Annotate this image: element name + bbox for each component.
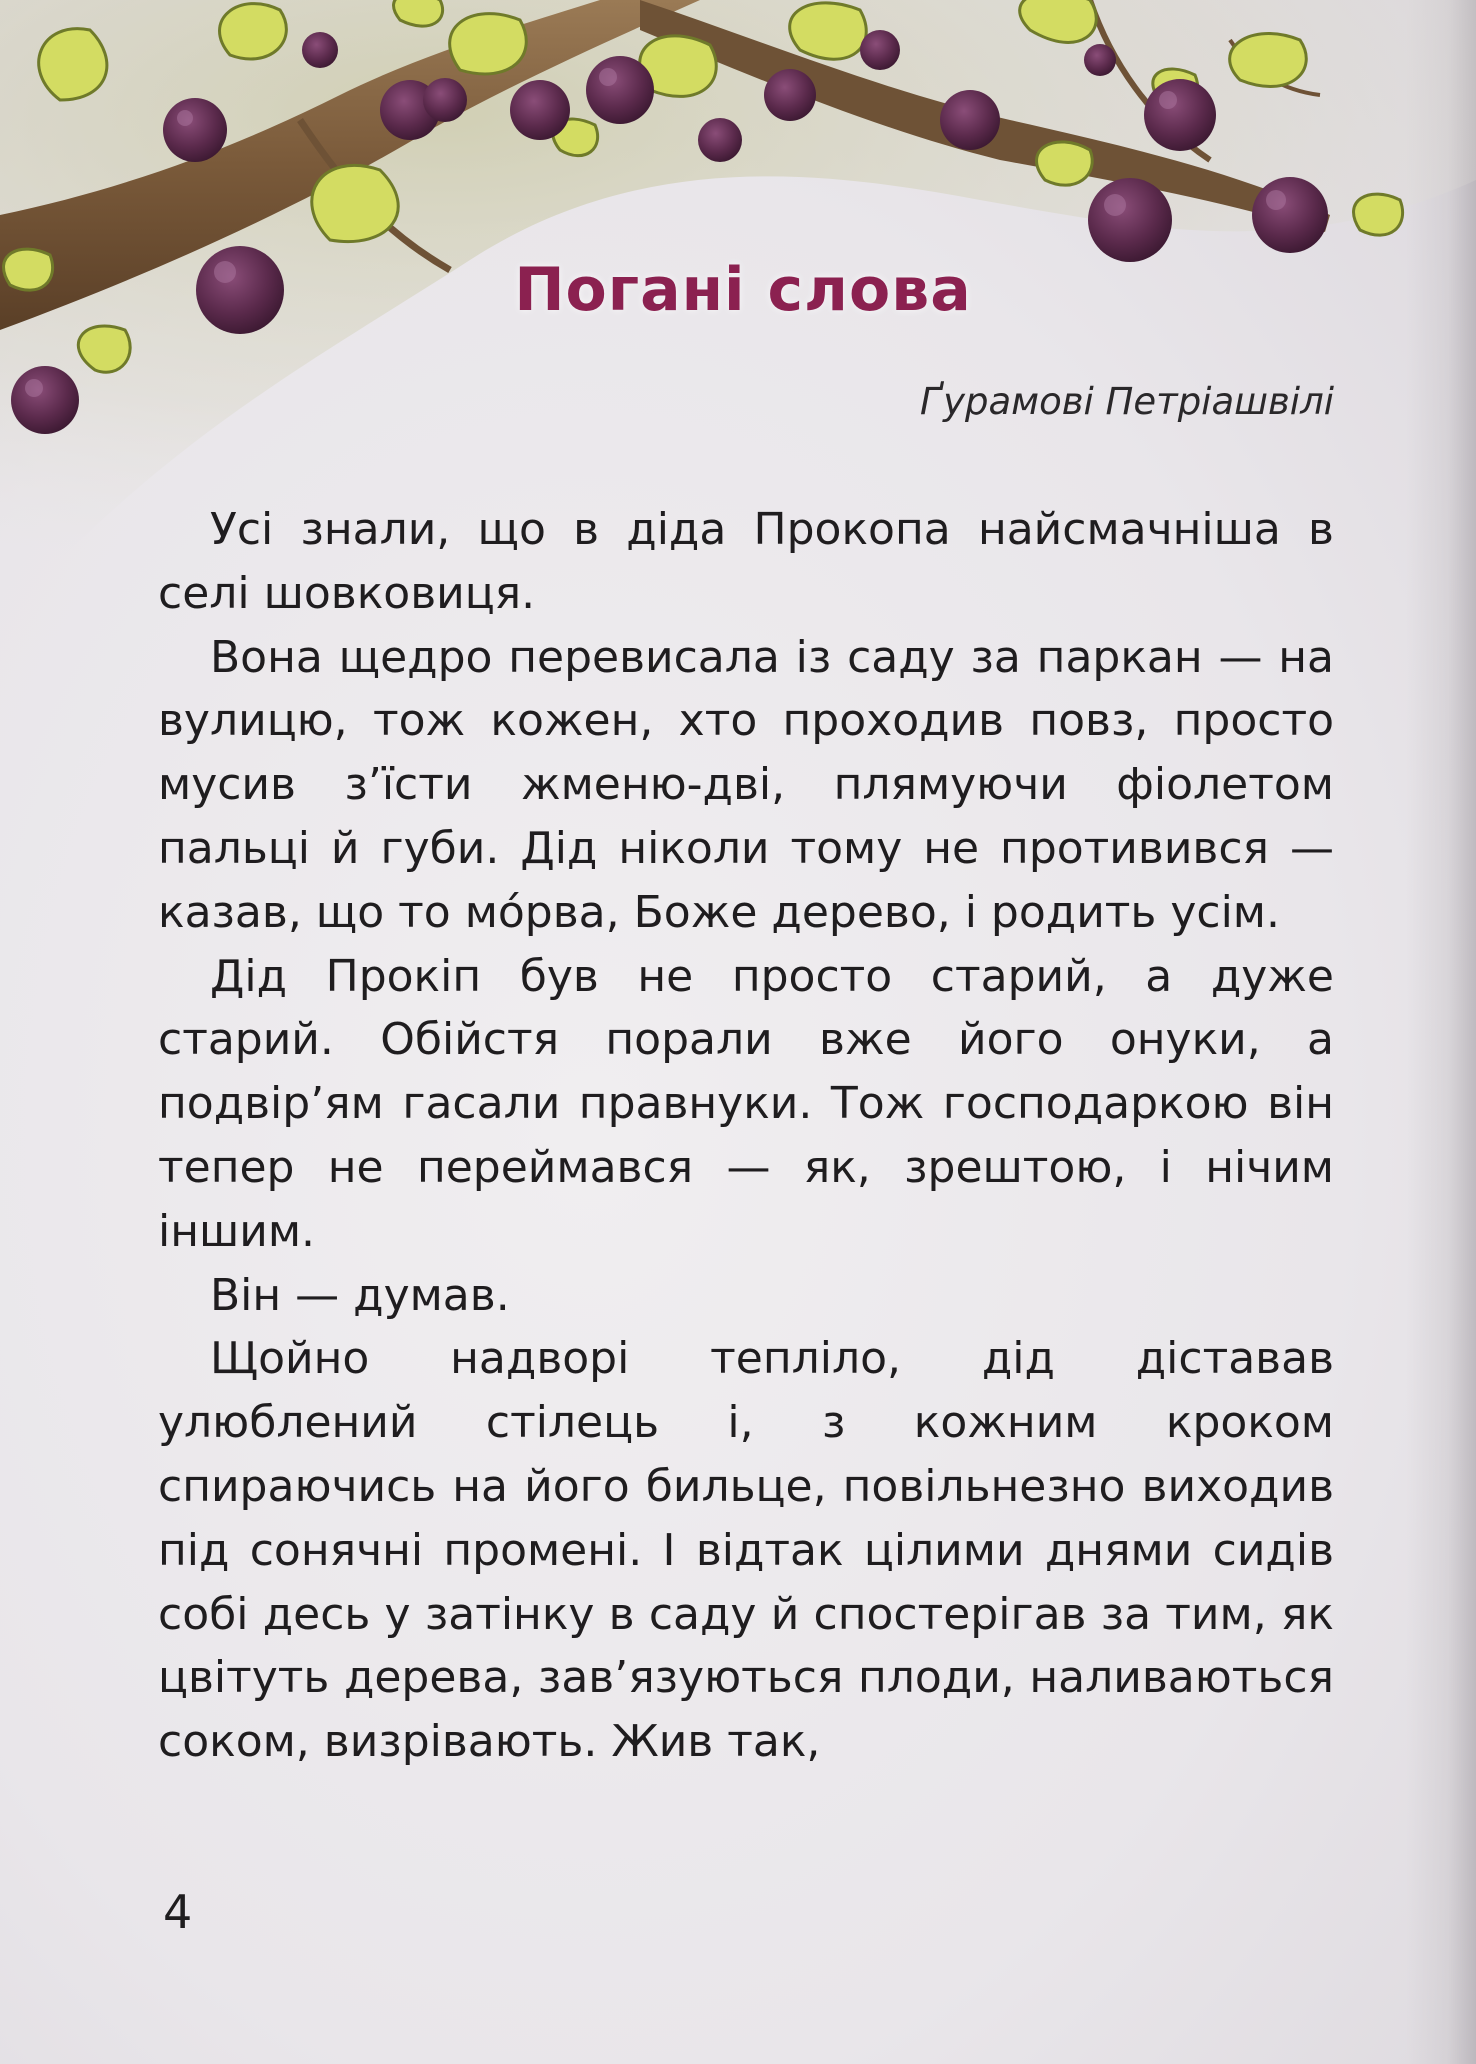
paragraph: Він — думав. (210, 1269, 510, 1321)
paragraph: Усі знали, що в діда Прокопа найсмачніша в селі шовковиця. (158, 504, 1334, 619)
story-title: Погані слова (514, 255, 972, 325)
paragraph: Дід Прокіп був не просто старий, а дуже старий. Обійстя порали вже його онуки, а подвір’ям гасали правнуки. Тож господаркою він тепер не переймався — як, зрештою, і нічим іншим. (158, 950, 1334, 1257)
dedication: Ґурамові Петріашвілі (920, 380, 1334, 423)
paragraph: Вона щедро перевисала із саду за паркан — на вулицю, тож кожен, хто проходив повз, просто мусив з’їсти жменю-дві, плямуючи фіолетом пальці й губи. Дід ніколи тому не противився — казав, що то мо́рва, Боже дерево, і родить усім. (158, 631, 1334, 938)
story-body (158, 498, 1334, 1774)
page-number: 4 (163, 1885, 193, 1939)
paragraph: Щойно надворі тепліло, дід діставав улюблений стілець і, з кожним кроком спираючись на його бильце, повільнезно виходив під сонячні промені. І відтак цілими днями сидів собі десь у затінку в саду й спостерігав за тим, як цвітуть дерева, зав’язуються плоди, наливаються соком, визрівають. Жив так, (158, 1333, 1334, 1768)
